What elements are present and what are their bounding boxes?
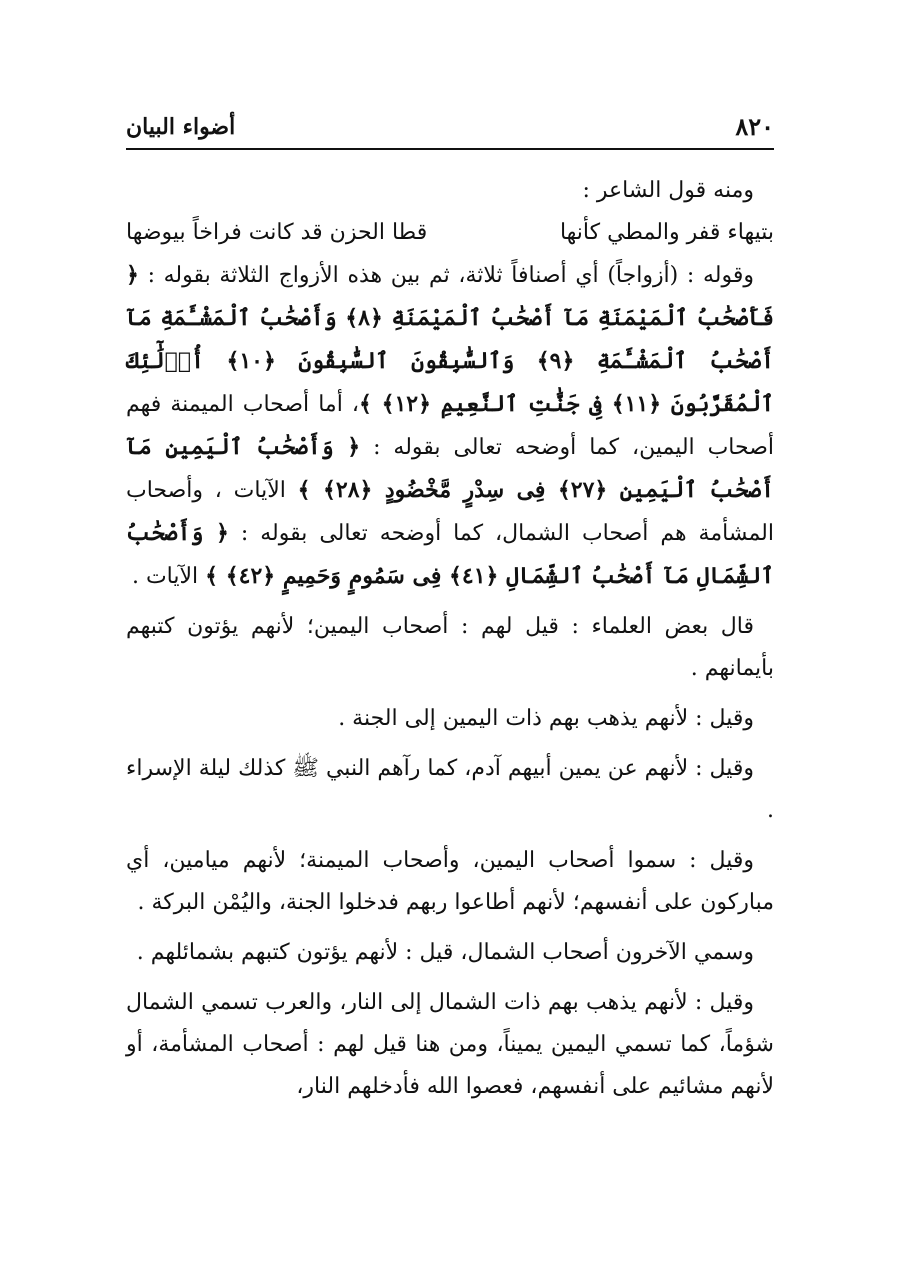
azwaj-text-3: الآيات ، وأصحاب المشأمة هم أصحاب الشمال، كما أوضحه تعالى بقوله : — [126, 478, 774, 546]
paragraph-qil-4: وقيل : لأنهم يذهب بهم ذات الشمال إلى النار، والعرب تسمي الشمال شؤماً، كما تسمي اليمين يميناً، ومن هنا قيل لهم : أصحاب المشأمة، أو لأنهم مشائيم على أنفسهم، فعصوا الله فأدخلهم النار، — [126, 990, 774, 1099]
quran-verse-yamin: ﴿ وَأَصْحَٰبُ ٱلْيَمِينِ مَآ أَصْحَٰبُ ٱلْيَمِينِ ﴿٢٧﴾ فِى سِدْرٍ مَّخْضُودٍ ﴿٢٨﴾ ﴾ — [126, 434, 774, 503]
poem-verse — [126, 212, 774, 254]
quran-verse-maymana: ﴿ فَأَصْحَٰبُ ٱلْمَيْمَنَةِ مَآ أَصْحَٰبُ ٱلْمَيْمَنَةِ ﴿٨﴾ وَأَصْحَٰبُ ٱلْمَشْـَٔمَةِ مَآ أَصْحَٰبُ ٱلْمَشْـَٔمَةِ ﴿٩﴾ وَٱلسَّٰبِقُونَ ٱلسَّٰبِقُونَ ﴿١٠﴾ أُو۟لَٰٓئِكَ ٱلْمُقَرَّبُونَ ﴿١١﴾ فِى جَنَّٰتِ ٱلنَّعِيمِ ﴿١٢﴾ ﴾ — [126, 262, 775, 417]
book-title: أضواء البيان — [126, 114, 236, 140]
paragraph-poet-intro: ومنه قول الشاعر : — [582, 178, 754, 203]
azwaj-text-2: ، أما أصحاب الميمنة فهم أصحاب اليمين، كما أوضحه تعالى بقوله : — [126, 392, 775, 460]
paragraph-qil-2: وقيل : لأنهم عن يمين أبيهم آدم، كما رآهم النبي ﷺ كذلك ليلة الإسراء . — [126, 756, 774, 823]
paragraph-azwaj — [126, 254, 774, 598]
page-body — [126, 170, 774, 1108]
paragraph-qil-3: وقيل : سموا أصحاب اليمين، وأصحاب الميمنة؛ لأنهم ميامين، أي مباركون على أنفسهم؛ لأنهم أطاعوا ربهم فدخلوا الجنة، واليُمْن البركة . — [126, 848, 774, 915]
poem-second-hemistich: قطا الحزن قد كانت فراخاً بيوضها — [126, 220, 428, 245]
page-number: ٨٢٠ — [735, 112, 774, 141]
azwaj-text-end: الآيات . — [131, 564, 199, 589]
paragraph-qil-1: وقيل : لأنهم يذهب بهم ذات اليمين إلى الجنة . — [338, 706, 754, 731]
poem-first-hemistich: بتيهاء قفر والمطي كأنها — [559, 220, 774, 245]
paragraph-ulama: قال بعض العلماء : قيل لهم : أصحاب اليمين؛ لأنهم يؤتون كتبهم بأيمانهم . — [126, 614, 774, 681]
azwaj-intro-text: وقوله : (أزواجاً) أي أصنافاً ثلاثة، ثم بين هذه الأزواج الثلاثة بقوله : — [147, 263, 754, 288]
paragraph-shimal: وسمي الآخرون أصحاب الشمال، قيل : لأنهم يؤتون كتبهم بشمائلهم . — [136, 940, 754, 965]
quran-verse-shimal: ﴿ وَأَصْحَٰبُ ٱلشِّمَالِ مَآ أَصْحَٰبُ ٱلشِّمَالِ ﴿٤١﴾ فِى سَمُومٍ وَحَمِيمٍ ﴿٤٢﴾ ﴾ — [126, 520, 774, 589]
page-header — [126, 112, 774, 150]
